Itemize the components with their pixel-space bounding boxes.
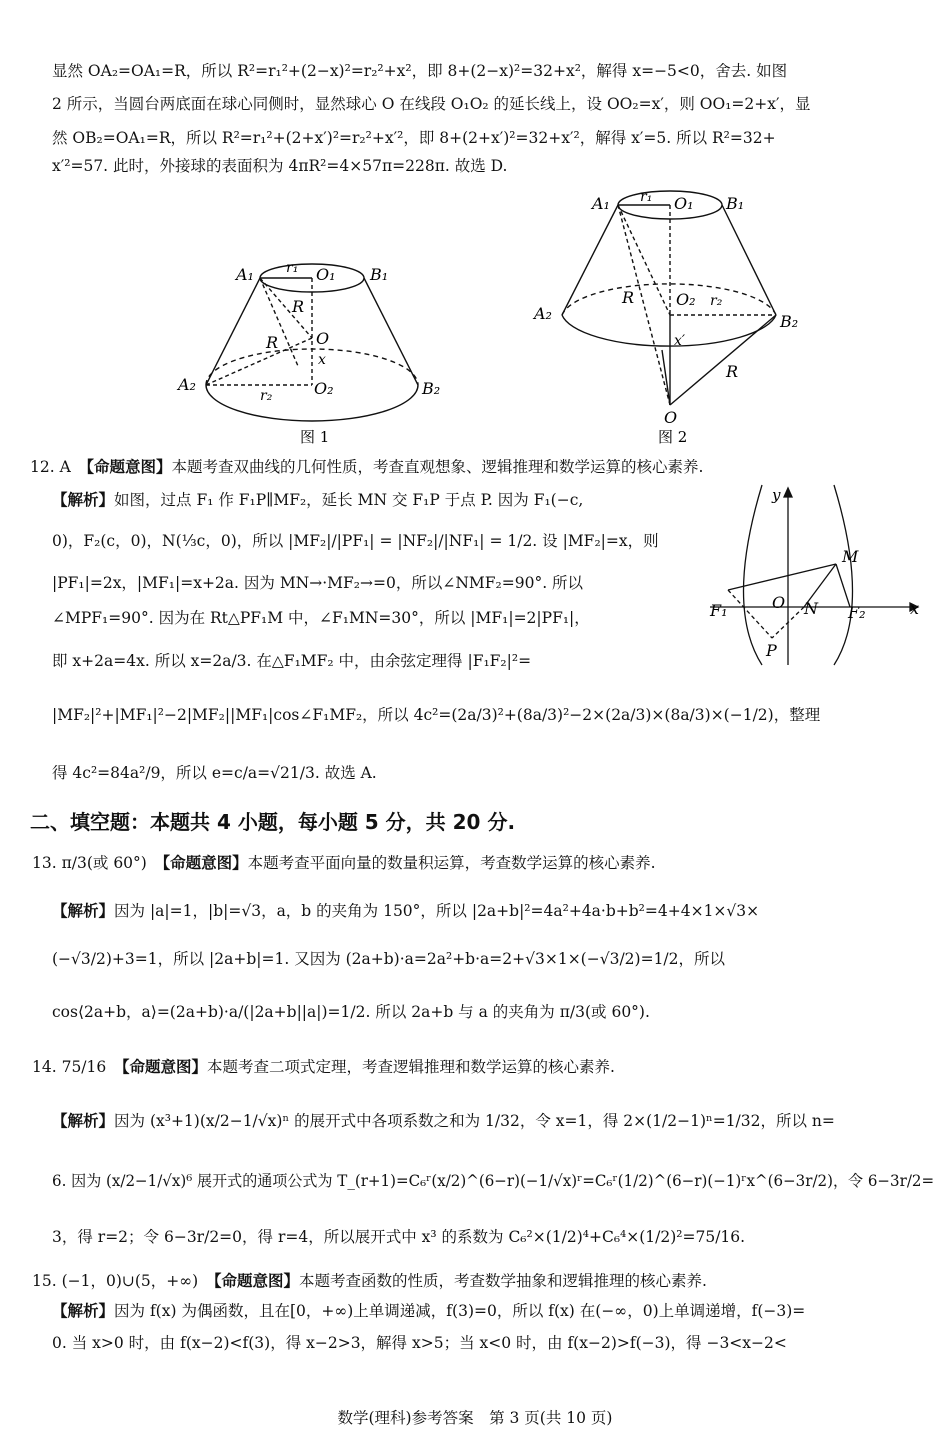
fig2-label-R-right: R bbox=[726, 362, 739, 381]
fig1-label-O1: O₁ bbox=[316, 265, 336, 284]
fig1-label-r1: r₁ bbox=[286, 260, 299, 276]
graph-label-F2: F₂ bbox=[848, 603, 866, 622]
graph-label-N: N bbox=[804, 599, 818, 618]
fig2-label-r1: r₁ bbox=[640, 189, 653, 205]
q13-analysis-label: 【解析】 bbox=[52, 902, 115, 920]
fig2-caption: 图 2 bbox=[658, 428, 688, 446]
q13-line-2: (−√3/2)+3=1，所以 |2a+b|=1. 又因为 (2a+b)·a=2a²+b·a=2+√3×1×(−√3/2)=1/2，所以 bbox=[52, 950, 726, 968]
q13-intent: 本题考查平面向量的数量积运算，考查数学运算的核心素养. bbox=[247, 854, 656, 872]
q13-line-3: cos⟨2a+b，a⟩=(2a+b)·a/(|2a+b||a|)=1/2. 所以 2a+b 与 a 的夹角为 π/3(或 60°). bbox=[52, 1003, 650, 1021]
fig2-label-O: O bbox=[664, 408, 678, 427]
q15-intent-label: 【命题意图】 bbox=[213, 1272, 299, 1290]
q12-line-4: ∠MPF₁=90°. 因为在 Rt△PF₁M 中，∠F₁MN=30°，所以 |MF₁|=2|PF₁|， bbox=[52, 609, 590, 627]
fig2-label-A1: A₁ bbox=[592, 194, 610, 213]
q14-line-3: 3，得 r=2；令 6−3r/2=0，得 r=4，所以展开式中 x³ 的系数为 C₆²×(1/2)⁴+C₆⁴×(1/2)²=75/16. bbox=[52, 1228, 746, 1246]
q12-line-2: 0)，F₂(c，0)，N(⅓c，0)，所以 |MF₂|/|PF₁| = |NF₂|/|NF₁| = 1/2. 设 |MF₂|=x，则 bbox=[52, 532, 659, 550]
graph-label-F1: F₁ bbox=[710, 601, 728, 620]
fig2-label-O2: O₂ bbox=[676, 290, 696, 309]
q13-intent-label: 【命题意图】 bbox=[162, 854, 248, 872]
q13-line-1 bbox=[52, 900, 759, 922]
graph-label-O: O bbox=[772, 593, 786, 612]
q12-line-7: 得 4c²=84a²/9，所以 e=c/a=√21/3. 故选 A. bbox=[52, 764, 377, 782]
q12-intent-label: 【命题意图】 bbox=[86, 458, 172, 476]
fig1-label-x: x bbox=[318, 352, 326, 368]
fig1-label-B2: B₂ bbox=[422, 379, 441, 398]
figure-1-frustum bbox=[170, 250, 460, 450]
q12-answer: 12. A bbox=[30, 458, 87, 476]
q12-line-6: |MF₂|²+|MF₁|²−2|MF₂||MF₁|cos∠F₁MF₂，所以 4c²=(2a/3)²+(8a/3)²−2×(2a/3)×(8a/3)×(−1/2)，整理 bbox=[52, 706, 821, 724]
intro-line-1: 显然 OA₂=OA₁=R，所以 R²=r₁²+(2−x)²=r₂²+x²，即 8+(2−x)²=32+x²，解得 x=−5<0，舍去. 如图 bbox=[52, 62, 788, 80]
intro-line-3: 然 OB₂=OA₁=R，所以 R²=r₁²+(2+x′)²=r₂²+x′²，即 8+(2+x′)²=32+x′²，解得 x′=5. 所以 R²=32+ bbox=[52, 129, 776, 147]
fig2-label-A2: A₂ bbox=[534, 304, 552, 323]
q12-line-3: |PF₁|=2x，|MF₁|=x+2a. 因为 MN→·MF₂→=0，所以∠NMF₂=90°. 所以 bbox=[52, 574, 584, 592]
q15-answer: 15. (−1，0)∪(5，+∞) bbox=[32, 1272, 214, 1290]
q13-answer: 13. π/3(或 60°) bbox=[32, 854, 163, 872]
graph-label-y: y bbox=[772, 486, 781, 504]
q14-line-1 bbox=[52, 1110, 835, 1132]
q12-intent: 本题考查双曲线的几何性质，考查直观想象、逻辑推理和数学运算的核心素养. bbox=[171, 458, 704, 476]
fig1-label-R-mid: R bbox=[266, 333, 279, 352]
q13-text-1: 因为 |a|=1，|b|=√3，a，b 的夹角为 150°，所以 |2a+b|²=4a²+4a·b+b²=4+4×1×√3× bbox=[114, 902, 760, 920]
fig2-label-xprime: x′ bbox=[674, 333, 686, 349]
q15-line-2: 0. 当 x>0 时，由 f(x−2)<f(3)，得 x−2>3，解得 x>5；当 x<0 时，由 f(x−2)>f(−3)，得 −3<x−2< bbox=[52, 1334, 787, 1352]
fig2-label-O1: O₁ bbox=[674, 194, 694, 213]
fig1-label-O: O bbox=[316, 329, 330, 348]
graph-label-M: M bbox=[842, 547, 859, 566]
intro-line-4: x′²=57. 此时，外接球的表面积为 4πR²=4×57π=228π. 故选 D. bbox=[52, 157, 508, 175]
q12-header bbox=[30, 456, 703, 478]
q15-analysis-label: 【解析】 bbox=[52, 1302, 115, 1320]
graph-label-P: P bbox=[766, 641, 777, 660]
hyperbola-graph bbox=[700, 480, 930, 670]
intro-line-2: 2 所示，当圆台两底面在球心同侧时，显然球心 O 在线段 O₁O₂ 的延长线上，设 OO₂=x′，则 OO₁=2+x′，显 bbox=[52, 95, 811, 113]
q12-text-1: 如图，过点 F₁ 作 F₁P∥MF₂，延长 MN 交 F₁P 于点 P. 因为 F₁(−c, bbox=[114, 491, 584, 509]
fig1-label-O2: O₂ bbox=[314, 379, 334, 398]
q15-line-1 bbox=[52, 1300, 805, 1322]
fig2-label-B2: B₂ bbox=[780, 312, 799, 331]
fig1-caption: 图 1 bbox=[300, 428, 330, 446]
fig2-label-B1: B₁ bbox=[726, 194, 745, 213]
fig2-label-r2: r₂ bbox=[710, 293, 723, 309]
q13-header bbox=[32, 852, 656, 874]
fig2-label-R-left: R bbox=[622, 288, 635, 307]
q12-line-5: 即 x+2a=4x. 所以 x=2a/3. 在△F₁MF₂ 中，由余弦定理得 |F₁F₂|²= bbox=[52, 652, 532, 670]
page-footer: 数学(理科)参考答案 第 3 页(共 10 页) bbox=[337, 1409, 613, 1427]
q14-answer: 14. 75/16 bbox=[32, 1058, 122, 1076]
q14-analysis-label: 【解析】 bbox=[52, 1112, 115, 1130]
q15-header bbox=[32, 1270, 707, 1292]
q14-intent-label: 【命题意图】 bbox=[121, 1058, 208, 1076]
fig1-label-A1: A₁ bbox=[236, 265, 254, 284]
q14-header bbox=[32, 1056, 615, 1078]
fig1-label-r2: r₂ bbox=[260, 388, 273, 404]
fig1-label-A2: A₂ bbox=[178, 375, 196, 394]
fig1-label-R-top: R bbox=[292, 297, 305, 316]
q15-text-1: 因为 f(x) 为偶函数，且在[0，+∞)上单调递减，f(3)=0，所以 f(x) 在(−∞，0)上单调递增，f(−3)= bbox=[114, 1302, 806, 1320]
figure-2-frustum bbox=[530, 185, 820, 450]
q14-text-1: 因为 (x³+1)(x/2−1/√x)ⁿ 的展开式中各项系数之和为 1/32，令 x=1，得 2×(1/2−1)ⁿ=1/32，所以 n= bbox=[114, 1112, 835, 1130]
q15-intent: 本题考查函数的性质，考查数学抽象和逻辑推理的核心素养. bbox=[299, 1272, 707, 1290]
q12-analysis-label: 【解析】 bbox=[52, 491, 115, 509]
q14-intent: 本题考查二项式定理，考查逻辑推理和数学运算的核心素养. bbox=[207, 1058, 615, 1076]
section-2-heading: 二、填空题：本题共 4 小题，每小题 5 分，共 20 分. bbox=[30, 810, 516, 834]
graph-label-x: x bbox=[910, 599, 920, 618]
fig1-label-B1: B₁ bbox=[370, 265, 389, 284]
q12-line-1 bbox=[52, 489, 583, 511]
q14-line-2: 6. 因为 (x/2−1/√x)⁶ 展开式的通项公式为 T_(r+1)=C₆ʳ(x/2)^(6−r)(−1/√x)ʳ=C₆ʳ(1/2)^(6−r)(−1)ʳx^(6−3r/2)，令 6−3r/2= bbox=[52, 1172, 935, 1190]
